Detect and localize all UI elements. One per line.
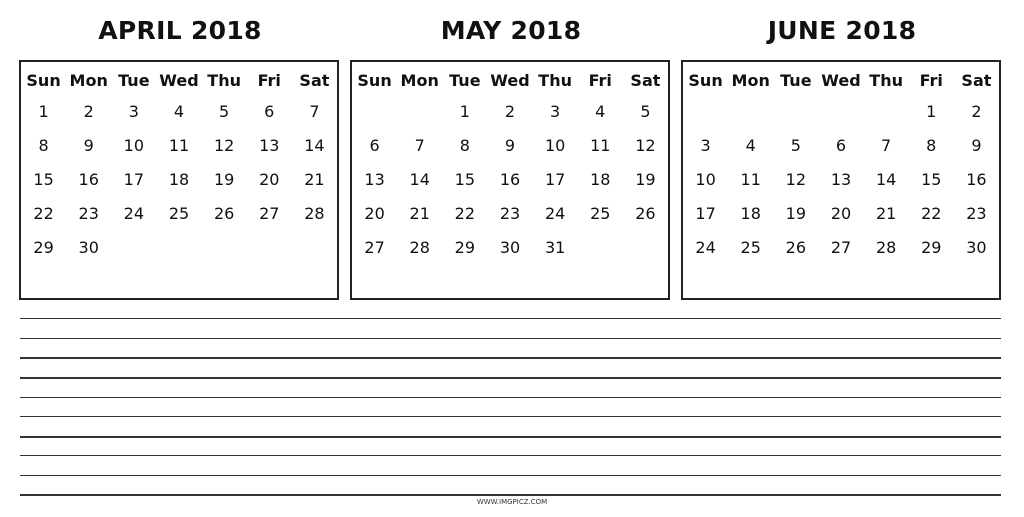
weekday-header: Fri [588, 71, 612, 90]
day-cell: 18 [740, 204, 761, 223]
day-cell: 1 [38, 102, 49, 121]
day-cell: 2 [971, 102, 982, 121]
note-line [20, 397, 1001, 398]
day-cell: 18 [590, 170, 611, 189]
month-title: APRIL 2018 [98, 16, 262, 45]
day-cell: 30 [966, 238, 987, 257]
weekday-header: Thu [207, 71, 241, 90]
weekday-header: Tue [118, 71, 150, 90]
day-cell: 29 [454, 238, 476, 257]
day-cell: 11 [740, 170, 761, 189]
day-cell: 9 [504, 136, 516, 155]
month-title: JUNE 2018 [767, 16, 917, 45]
day-cell: 8 [459, 136, 470, 155]
day-cell: 6 [369, 136, 380, 155]
note-line [20, 318, 1001, 319]
day-cell: 29 [33, 238, 54, 257]
day-cell: 6 [835, 136, 847, 155]
day-cell: 28 [304, 204, 325, 223]
month-title: MAY 2018 [440, 16, 582, 45]
day-cell: 25 [740, 238, 761, 257]
weekday-header: Sun [688, 71, 723, 90]
notes-lines [20, 0, 1001, 517]
day-cell: 23 [966, 204, 987, 223]
day-cell: 12 [213, 136, 235, 155]
day-cell: 19 [213, 170, 235, 189]
day-cell: 5 [640, 102, 651, 121]
weekday-header: Thu [869, 71, 903, 90]
note-line [20, 416, 1001, 417]
day-cell: 19 [785, 204, 807, 223]
note-line [20, 475, 1001, 476]
day-cell: 17 [695, 204, 716, 223]
day-cell: 5 [219, 102, 230, 121]
day-cell: 4 [745, 136, 756, 155]
day-cell: 15 [454, 170, 476, 189]
day-cell: 10 [544, 136, 566, 155]
day-cell: 15 [33, 170, 54, 189]
day-cell: 11 [168, 136, 190, 155]
day-cell: 27 [830, 238, 852, 257]
day-cell: 7 [309, 102, 320, 121]
note-line [20, 338, 1001, 339]
day-cell: 7 [881, 136, 892, 155]
day-cell: 15 [921, 170, 942, 189]
day-cell: 25 [168, 204, 190, 223]
day-cell: 30 [499, 238, 521, 257]
day-cell: 8 [926, 136, 937, 155]
day-cell: 25 [590, 204, 611, 223]
day-cell: 14 [304, 136, 325, 155]
day-cell: 17 [544, 170, 566, 189]
weekday-header: Wed [490, 71, 530, 90]
day-cell: 18 [168, 170, 190, 189]
day-cell: 10 [695, 170, 716, 189]
day-cell: 31 [544, 238, 566, 257]
weekday-header: Mon [69, 71, 108, 90]
weekday-header: Fri [257, 71, 281, 90]
day-cell: 29 [921, 238, 942, 257]
day-cell: 3 [128, 102, 139, 121]
day-cell: 4 [595, 102, 606, 121]
note-line [20, 494, 1001, 496]
weekday-header: Sun [357, 71, 392, 90]
day-cell: 2 [83, 102, 94, 121]
day-cell: 23 [499, 204, 521, 223]
weekday-header: Thu [538, 71, 572, 90]
day-cell: 27 [364, 238, 385, 257]
weekday-header: Tue [449, 71, 481, 90]
day-cell: 26 [213, 204, 235, 223]
day-cell: 14 [875, 170, 897, 189]
weekday-header: Mon [400, 71, 439, 90]
day-cell: 3 [700, 136, 711, 155]
footer-website: WWW.IMGPICZ.COM [476, 498, 548, 506]
weekday-header: Wed [159, 71, 199, 90]
weekday-header: Sat [961, 71, 992, 90]
weekday-header: Fri [919, 71, 943, 90]
day-cell: 24 [123, 204, 145, 223]
day-cell: 14 [409, 170, 430, 189]
day-cell: 12 [785, 170, 807, 189]
weekday-header: Mon [731, 71, 770, 90]
day-cell: 22 [454, 204, 476, 223]
day-cell: 21 [304, 170, 325, 189]
note-line [20, 377, 1001, 379]
day-cell: 1 [459, 102, 470, 121]
day-cell: 24 [544, 204, 566, 223]
day-cell: 22 [921, 204, 942, 223]
day-cell: 7 [414, 136, 425, 155]
note-line [20, 436, 1001, 438]
day-cell: 16 [966, 170, 987, 189]
day-cell: 28 [875, 238, 897, 257]
day-cell: 3 [550, 102, 561, 121]
day-cell: 9 [971, 136, 982, 155]
day-cell: 27 [259, 204, 280, 223]
day-cell: 24 [695, 238, 716, 257]
weekday-header: Sat [299, 71, 330, 90]
day-cell: 11 [590, 136, 611, 155]
day-cell: 16 [78, 170, 99, 189]
day-cell: 20 [259, 170, 280, 189]
weekday-header: Sat [630, 71, 661, 90]
day-cell: 30 [78, 238, 99, 257]
day-cell: 13 [830, 170, 852, 189]
day-cell: 13 [259, 136, 280, 155]
day-cell: 4 [173, 102, 185, 121]
day-cell: 21 [875, 204, 897, 223]
day-cell: 19 [635, 170, 656, 189]
day-cell: 2 [504, 102, 516, 121]
note-line [20, 357, 1001, 359]
day-cell: 21 [409, 204, 430, 223]
weekday-header: Tue [780, 71, 812, 90]
day-cell: 12 [635, 136, 656, 155]
day-cell: 26 [635, 204, 656, 223]
day-cell: 28 [409, 238, 430, 257]
day-cell: 20 [830, 204, 852, 223]
day-cell: 17 [123, 170, 145, 189]
day-cell: 8 [38, 136, 49, 155]
day-cell: 9 [83, 136, 94, 155]
day-cell: 13 [364, 170, 385, 189]
day-cell: 10 [123, 136, 145, 155]
note-line [20, 455, 1001, 456]
day-cell: 20 [364, 204, 385, 223]
day-cell: 16 [499, 170, 521, 189]
day-cell: 23 [78, 204, 99, 223]
day-cell: 6 [264, 102, 275, 121]
day-cell: 26 [785, 238, 807, 257]
day-cell: 1 [926, 102, 937, 121]
day-cell: 22 [33, 204, 54, 223]
weekday-header: Sun [26, 71, 61, 90]
day-cell: 5 [790, 136, 801, 155]
weekday-header: Wed [821, 71, 861, 90]
